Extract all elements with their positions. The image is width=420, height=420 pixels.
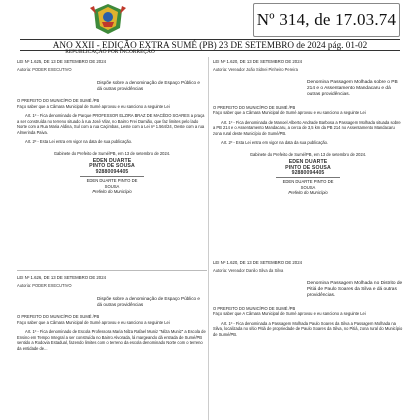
signer-role: Prefeito do Município <box>92 189 132 195</box>
law-article-2: Art. 2º - Esta Lei entra em vigor na data da sua publicação. <box>221 140 329 146</box>
law-title: LEI Nº 1.620, DE 13 DE SETEMBRO DE 2024 <box>213 260 302 265</box>
municipal-crest-icon <box>88 2 128 36</box>
law-author: Autoria: Vereador Danilo Silva da Silva <box>213 267 284 273</box>
law-intro: O PREFEITO DO MUNICÍPIO DE SUMÉ /PB <box>213 104 296 110</box>
law-1620-b <box>213 260 403 337</box>
law-title: LEI Nº 1.620, DE 13 DE SETEMBRO DE 2024 <box>213 59 302 64</box>
law-intro: O PREFEITO DO MUNICÍPIO DE SUMÉ /PB <box>213 305 296 311</box>
right-column <box>213 57 403 420</box>
signature-line <box>80 176 144 177</box>
left-column <box>17 57 207 420</box>
law-intro-text: Faço saber que a Câmara Municipal de Sumé aprovou e eu sanciono a seguinte Lei <box>213 110 366 116</box>
law-article-1: Art. 1º - Fica denominado de Escola Professora Maria Nilza Rafael Muniz "Nilza Muniz" a Escola de Ensino em Tempo Integral a ser construída no Bairro Alvorada, lá margeando dá entrada de Sumé/PB sentido a Rodovia Estadual, fazendo limites com o terreno da escola denominado Norte com o terreno da entidade de... <box>17 329 206 351</box>
law-title: LEI Nº 1.626, DE 13 DE SETEMBRO DE 2024 <box>17 275 106 280</box>
signature-block <box>80 159 144 195</box>
issue-number: Nº 314, de 17.03.74 <box>253 3 400 37</box>
law-author: Autoria: PODER EXECUTIVO <box>17 66 72 72</box>
signer-role: Prefeito do Município <box>288 190 328 196</box>
signature-block <box>276 160 340 196</box>
law-dateline: Gabinete do Prefeito de Sumé/PB, em 13 de setembro de 2024. <box>249 151 367 157</box>
law-article-1: Art. 1º - Fica denominado de Parque PROFESSOR ELZIRA BRAZ DE MACÊDO SOARES a praça a ser construída no terreno situado à rua José Vilar, no Bairro Frei Damião, que faz limites pelo lado Norte com a Rua Maria Aldina, Sul com a rua Caçimbas, Leste com a Lei nº 1.564/24, Oeste com a rua Almerinda Paiva. <box>17 113 205 135</box>
law-dateline: Gabinete do Prefeito de Sumé/PB, em 13 de setembro de 2024. <box>53 150 171 156</box>
signer-name: EDEN DUARTE PINTO DE SOUSA <box>282 179 334 190</box>
law-intro-text: Faço saber que A Câmara Municipal de Sumé aprovou e eu sanciono a seguinte Lei <box>213 311 366 317</box>
law-intro-text: Faço saber que a Câmara Municipal de Sumé aprovou e eu sanciono a seguinte Lei <box>17 319 170 325</box>
gazette-header <box>0 0 420 38</box>
law-intro: O PREFEITO DO MUNICÍPIO DE SUMÉ /PB <box>17 98 100 103</box>
law-author: Autoria: PODER EXECUTIVO <box>17 282 72 288</box>
law-ementa: Denomina Passagem Molhada sobre o PB 214 e o Assentamento Mandacaru e dá outras providências. <box>307 80 398 98</box>
law-title: LEI Nº 1.625, DE 13 DE SETEMBRO DE 2024 <box>17 59 106 64</box>
section-divider <box>17 270 207 271</box>
law-author: Autoria: Vereador João Sidnei Pinheiro Pereira <box>213 66 298 72</box>
signature-stamp: EDEN DUARTE PINTO DE SOUSA 92880094405 <box>285 159 331 176</box>
law-ementa: Dispõe sobre a denominação de Espaço Público e dá outras providências <box>97 80 200 91</box>
law-article-1: Art. 1º - Fica denominada a Passagem Molhada Paulo Soares da Silva a Passagem Molhada na Silva, localizada no sítio Pitiá de propriedade de Paulo Soares da Silva, no Pitiá, zona rural do Município de Sumé/PB. <box>213 320 403 337</box>
law-intro-text: Faço saber que a Câmara Municipal de Sumé aprovou e eu sanciono a seguinte Lei <box>17 103 170 109</box>
edition-line: ANO XXII - EDIÇÃO EXTRA SUMÉ (PB) 23 DE SETEMBRO de 2024 pág. 01-02 <box>20 39 400 51</box>
signature-line <box>276 177 340 178</box>
law-ementa: Denomina Passagem Molhada no Distrito de Pitiá de Paulo Soares da Silva e dá outras providências. <box>307 281 403 299</box>
law-ementa: Dispõe sobre a denominação de Espaço Público e dá outras providências <box>97 296 200 307</box>
law-1625 <box>17 59 207 195</box>
law-article-2: Art. 2º - Esta Lei entra em vigor na data de sua publicação. <box>25 139 133 144</box>
column-divider <box>208 57 209 420</box>
law-article-1: Art. 1º - Fica denominada de Manoel Alberto Andrade Barbosa a Passagem Molhada situada sobre a PB 214 e o Assentamento Mandacaru, a cerca de 3,5 km da PB 214 no Assentamento Mandacaru zona rural deste Município de Sumé/PB. <box>213 119 401 136</box>
law-1626 <box>17 275 207 351</box>
republication-notice: REPUBLICAÇÃO POR INCORREÇÃO <box>65 49 155 55</box>
law-1620-a <box>213 59 403 196</box>
signature-stamp: EDEN DUARTE PINTO DE SOUSA 92880094405 <box>89 158 135 175</box>
law-intro: O PREFEITO DO MUNICÍPIO DE SUMÉ /PB <box>17 314 100 319</box>
signer-name: EDEN DUARTE PINTO DE SOUSA <box>86 178 138 189</box>
